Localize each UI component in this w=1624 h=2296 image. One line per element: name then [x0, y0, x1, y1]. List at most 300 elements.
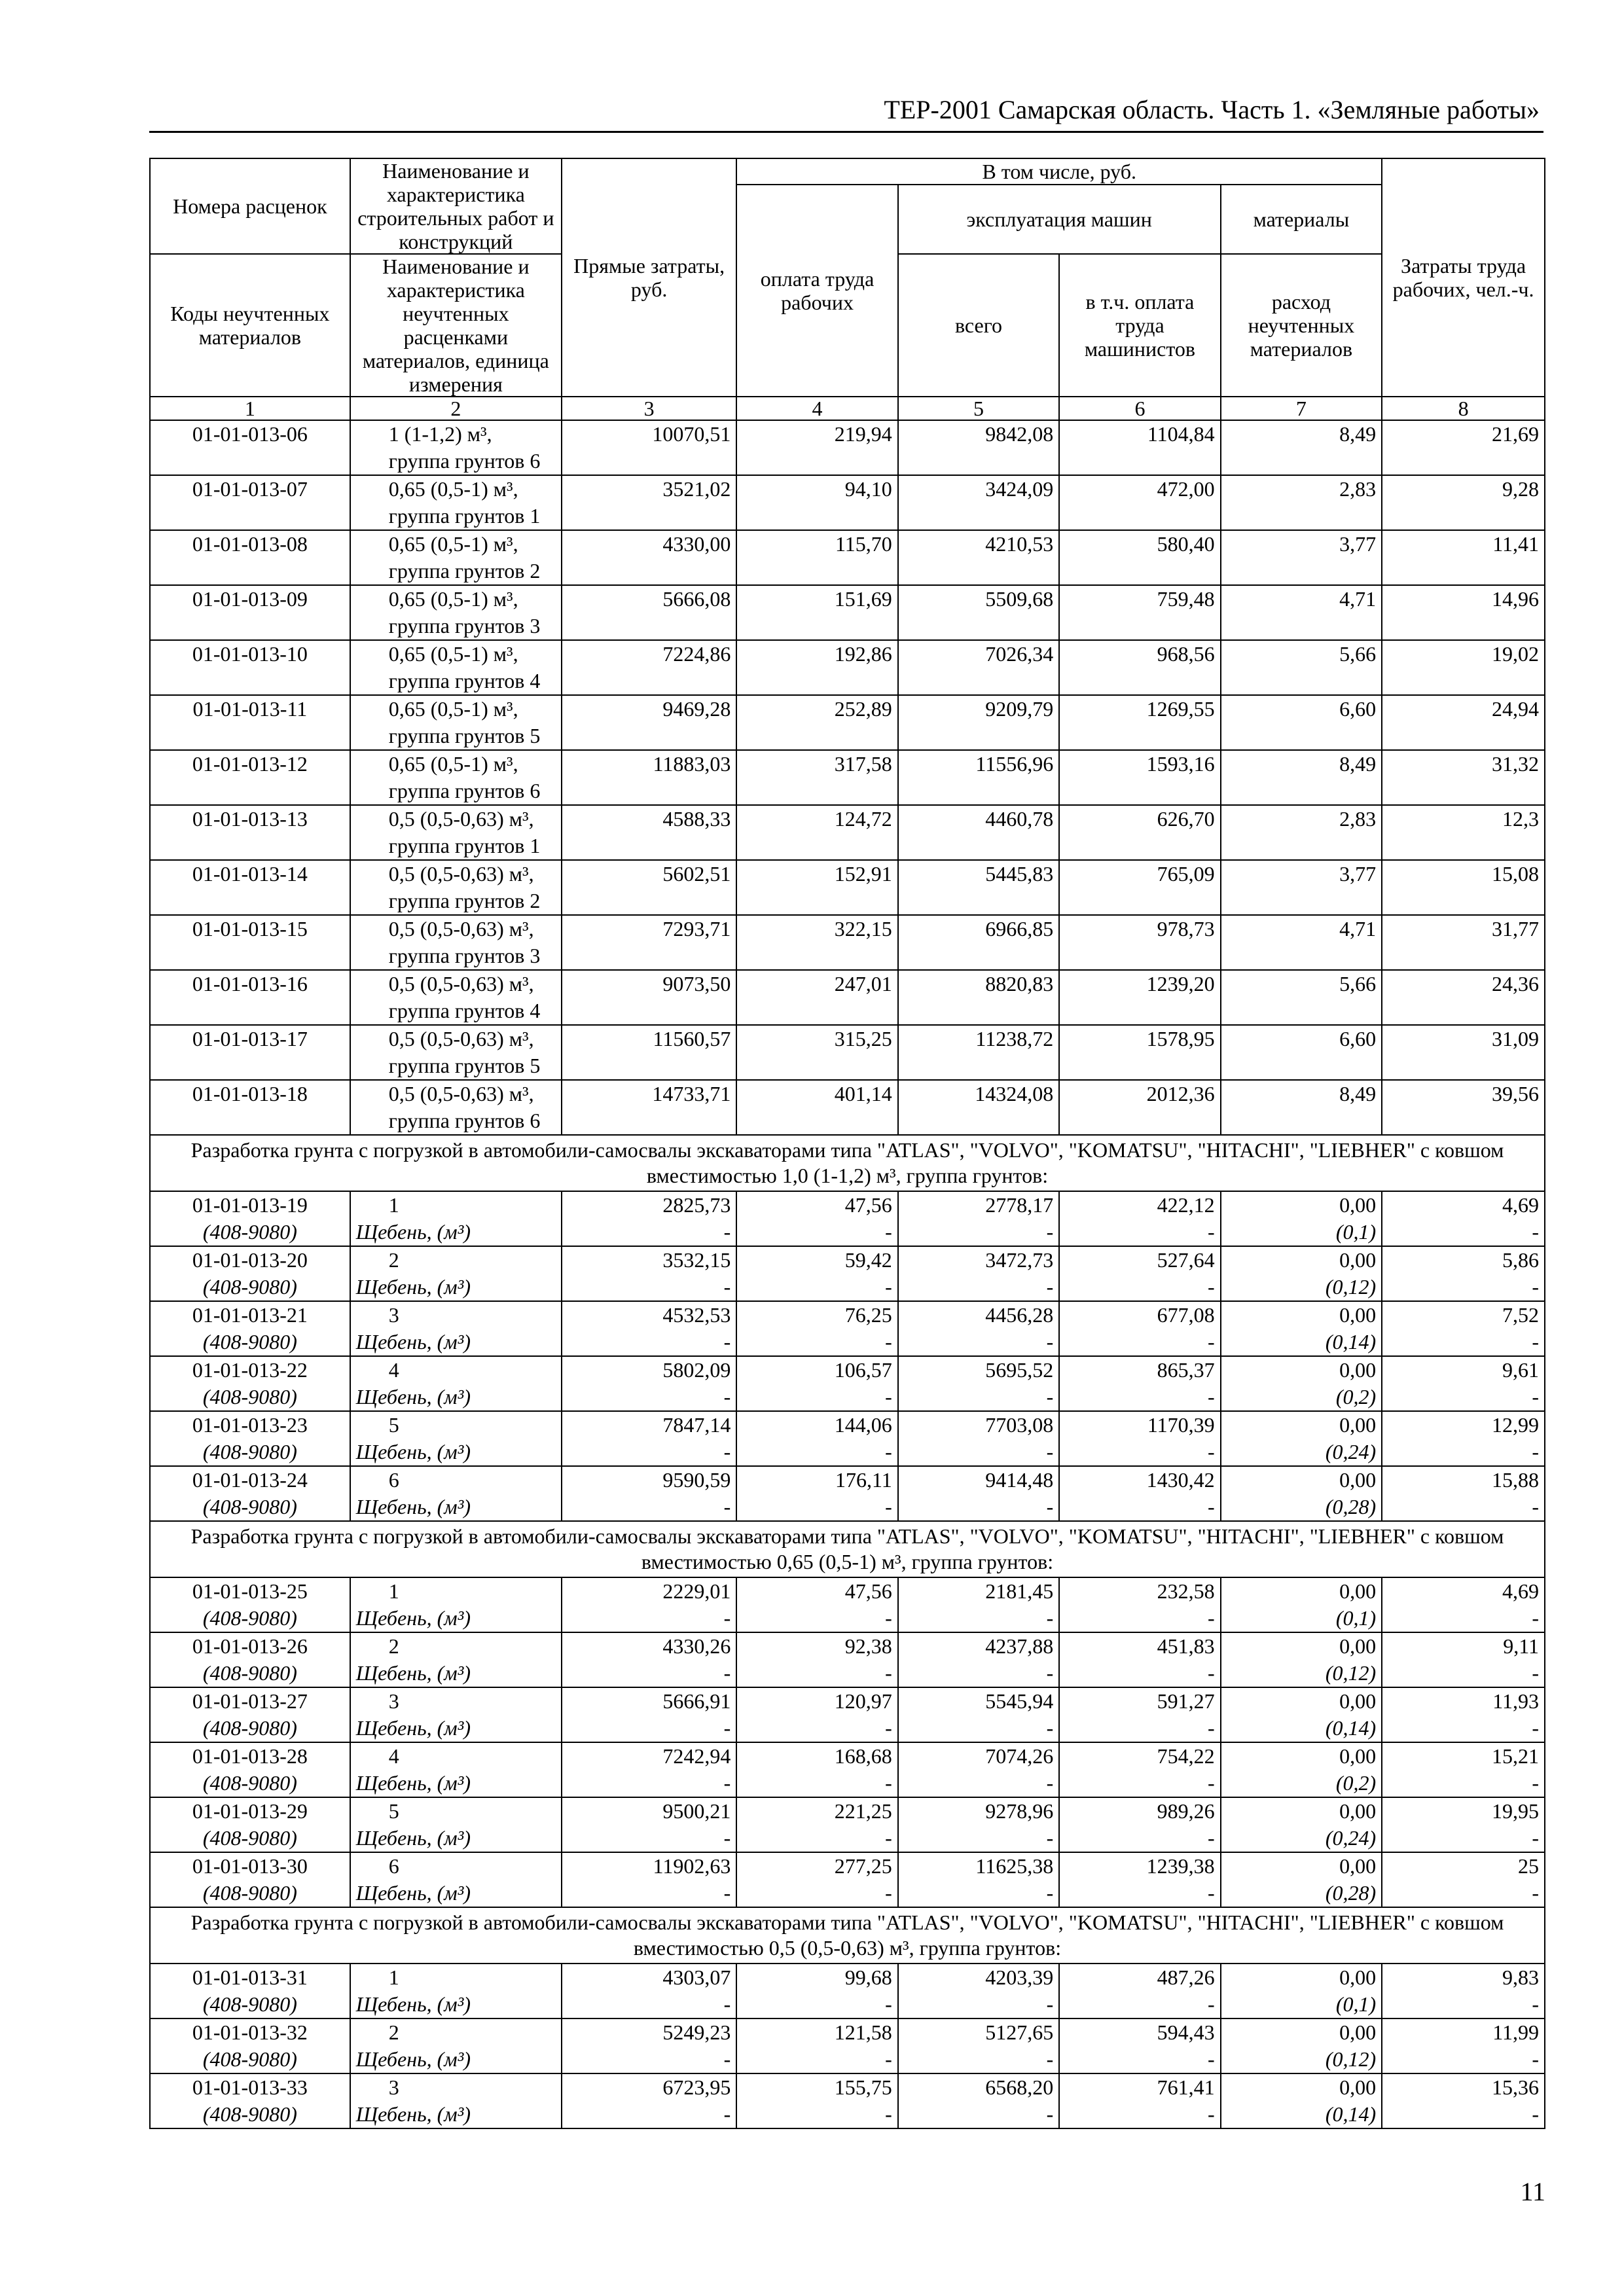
materials-consumption-sub: (0,1)	[1335, 1992, 1377, 2016]
operator-wages	[1059, 1411, 1220, 1466]
materials-consumption-main: 0,00	[1339, 1965, 1377, 1989]
direct-costs-main: 7847,14	[662, 1413, 731, 1437]
operator-wages-sub: -	[1208, 2102, 1215, 2126]
operator-wages-sub: -	[1208, 1661, 1215, 1685]
operator-wages	[1059, 2018, 1220, 2073]
machines-total	[898, 1356, 1059, 1411]
machines-total	[898, 1797, 1059, 1852]
material-name: Щебень, (м³)	[355, 1826, 471, 1850]
operator-wages	[1059, 1246, 1220, 1301]
materials-consumption-main: 0,00	[1339, 1579, 1377, 1603]
machines-total: 4460,78	[898, 805, 1059, 860]
operator-wages: 1269,55	[1059, 695, 1220, 750]
rate-code: 01-01-013-18	[150, 1080, 350, 1135]
rate-name-text: 0,65 (0,5-1) м³, группа грунтов 3	[388, 587, 541, 637]
labor-hours-sub: -	[1532, 1661, 1539, 1685]
rate-name-main: 4	[388, 1358, 399, 1382]
labor-hours-sub: -	[1532, 1495, 1539, 1518]
operator-wages-main: 487,26	[1157, 1965, 1215, 1989]
labor-hours	[1382, 1301, 1545, 1356]
materials-consumption-main: 0,00	[1339, 1799, 1377, 1823]
table-row	[150, 970, 1545, 1025]
worker-wages	[736, 1356, 897, 1411]
table-row	[150, 1411, 1545, 1466]
labor-hours-main: 15,36	[1492, 2075, 1539, 2099]
head-labor-hours: Затраты труда рабочих, чел.-ч.	[1382, 158, 1545, 397]
rate-code	[150, 1797, 350, 1852]
rate-name	[350, 1964, 562, 2018]
operator-wages-sub: -	[1208, 1771, 1215, 1795]
labor-hours	[1382, 2073, 1545, 2128]
rate-code-sub: (408-9080)	[202, 1826, 297, 1850]
materials-consumption-sub: (0,12)	[1325, 1275, 1377, 1299]
rate-code: 01-01-013-13	[150, 805, 350, 860]
worker-wages	[736, 1411, 897, 1466]
materials-consumption-main: 0,00	[1339, 1854, 1377, 1878]
worker-wages-main: 168,68	[834, 1744, 892, 1768]
material-name: Щебень, (м³)	[355, 1275, 471, 1299]
operator-wages	[1059, 1797, 1220, 1852]
worker-wages-sub: -	[885, 1606, 892, 1630]
rate-code	[150, 1742, 350, 1797]
materials-consumption-main: 0,00	[1339, 2075, 1377, 2099]
labor-hours: 15,08	[1382, 860, 1545, 915]
rate-name	[350, 1852, 562, 1907]
operator-wages: 626,70	[1059, 805, 1220, 860]
rate-name-main: 6	[388, 1854, 399, 1878]
labor-hours: 39,56	[1382, 1080, 1545, 1135]
rate-code-main: 01-01-013-23	[192, 1413, 308, 1437]
operator-wages: 1593,16	[1059, 750, 1220, 805]
operator-wages: 759,48	[1059, 585, 1220, 640]
worker-wages-sub: -	[885, 2047, 892, 2071]
labor-hours-sub: -	[1532, 2102, 1539, 2126]
rate-name	[350, 2018, 562, 2073]
worker-wages: 192,86	[736, 640, 897, 695]
operator-wages-sub: -	[1208, 1606, 1215, 1630]
labor-hours-main: 4,69	[1502, 1579, 1539, 1603]
worker-wages-main: 120,97	[834, 1689, 892, 1713]
direct-costs: 9469,28	[562, 695, 736, 750]
worker-wages	[736, 1632, 897, 1687]
labor-hours: 11,41	[1382, 530, 1545, 585]
labor-hours	[1382, 1797, 1545, 1852]
rate-code	[150, 1687, 350, 1742]
direct-costs-main: 4532,53	[662, 1303, 731, 1327]
direct-costs: 7293,71	[562, 915, 736, 970]
rate-name-text: 0,65 (0,5-1) м³, группа грунтов 6	[388, 752, 541, 802]
header-title: ТЕР-2001 Самарская область. Часть 1. «Земляные работы»	[884, 95, 1540, 124]
material-name: Щебень, (м³)	[355, 1661, 471, 1685]
labor-hours	[1382, 1964, 1545, 2018]
direct-costs	[562, 1632, 736, 1687]
table-row	[150, 1964, 1545, 2018]
machines-total-main: 5127,65	[985, 2020, 1054, 2044]
direct-costs: 7224,86	[562, 640, 736, 695]
machines-total	[898, 2073, 1059, 2128]
rate-name	[350, 750, 562, 805]
operator-wages: 472,00	[1059, 475, 1220, 530]
operator-wages-main: 989,26	[1157, 1799, 1215, 1823]
materials-consumption-sub: (0,2)	[1335, 1771, 1377, 1795]
rate-name	[350, 585, 562, 640]
table-row	[150, 2018, 1545, 2073]
materials-consumption	[1221, 1411, 1382, 1466]
machines-total: 9842,08	[898, 420, 1059, 475]
machines-total	[898, 1191, 1059, 1246]
machines-total-main: 3472,73	[985, 1248, 1054, 1272]
worker-wages	[736, 1466, 897, 1521]
rate-code-main: 01-01-013-20	[192, 1248, 308, 1272]
materials-consumption-sub: (0,24)	[1325, 1440, 1377, 1463]
machines-total	[898, 1687, 1059, 1742]
rate-name-main: 2	[388, 2020, 399, 2044]
labor-hours-sub: -	[1532, 1606, 1539, 1630]
labor-hours	[1382, 1466, 1545, 1521]
direct-costs-main: 5802,09	[662, 1358, 731, 1382]
table-body	[150, 420, 1545, 2128]
materials-consumption	[1221, 1301, 1382, 1356]
rate-code	[150, 1246, 350, 1301]
section-heading: Разработка грунта с погрузкой в автомобили-самосвалы экскаваторами типа "ATLAS", "VOLVO", "KOMATSU", "HITACHI", "LIEBHER" с ковшом вместимостью 0,65 (0,5-1) м³, группа грунтов:	[150, 1521, 1545, 1577]
labor-hours: 19,02	[1382, 640, 1545, 695]
worker-wages: 252,89	[736, 695, 897, 750]
machines-total-main: 9278,96	[985, 1799, 1054, 1823]
worker-wages-sub: -	[885, 1385, 892, 1408]
machines-total-sub: -	[1046, 1385, 1054, 1408]
rate-name	[350, 1411, 562, 1466]
machines-total-sub: -	[1046, 1330, 1054, 1354]
rate-code	[150, 1964, 350, 2018]
rate-name	[350, 1466, 562, 1521]
machines-total-main: 4456,28	[985, 1303, 1054, 1327]
rate-code-sub: (408-9080)	[202, 1385, 297, 1408]
material-name: Щебень, (м³)	[355, 1992, 471, 2016]
rate-name-main: 6	[388, 1468, 399, 1492]
direct-costs	[562, 1964, 736, 2018]
rate-name-main: 3	[388, 2075, 399, 2099]
section-heading-row	[150, 1521, 1545, 1577]
table-head	[150, 158, 1545, 420]
direct-costs-sub: -	[723, 1330, 731, 1354]
material-name: Щебень, (м³)	[355, 1330, 471, 1354]
rate-name	[350, 1301, 562, 1356]
worker-wages-main: 47,56	[844, 1579, 892, 1603]
labor-hours-main: 15,21	[1492, 1744, 1539, 1768]
rate-code-sub: (408-9080)	[202, 1771, 297, 1795]
materials-consumption-main: 0,00	[1339, 1468, 1377, 1492]
table-row	[150, 1687, 1545, 1742]
worker-wages: 115,70	[736, 530, 897, 585]
head-operator-wages: в т.ч. оплата труда машинистов	[1059, 254, 1220, 397]
materials-consumption-sub: (0,28)	[1325, 1495, 1377, 1518]
machines-total-main: 2778,17	[985, 1193, 1054, 1217]
labor-hours-sub: -	[1532, 1826, 1539, 1850]
rate-name-main: 4	[388, 1744, 399, 1768]
rate-name-text: 0,5 (0,5-0,63) м³, группа грунтов 4	[388, 972, 541, 1022]
direct-costs-sub: -	[723, 1220, 731, 1244]
worker-wages-main: 99,68	[844, 1965, 892, 1989]
machines-total-sub: -	[1046, 1881, 1054, 1905]
operator-wages-main: 527,64	[1157, 1248, 1215, 1272]
worker-wages-sub: -	[885, 1495, 892, 1518]
material-name: Щебень, (м³)	[355, 1716, 471, 1740]
worker-wages	[736, 2018, 897, 2073]
rate-code	[150, 1356, 350, 1411]
material-name: Щебень, (м³)	[355, 2102, 471, 2126]
materials-consumption	[1221, 1632, 1382, 1687]
labor-hours	[1382, 1577, 1545, 1632]
direct-costs-main: 9500,21	[662, 1799, 731, 1823]
operator-wages: 2012,36	[1059, 1080, 1220, 1135]
materials-consumption-main: 0,00	[1339, 1193, 1377, 1217]
materials-consumption: 4,71	[1221, 585, 1382, 640]
rate-code: 01-01-013-12	[150, 750, 350, 805]
material-name: Щебень, (м³)	[355, 1606, 471, 1630]
worker-wages-sub: -	[885, 2102, 892, 2126]
rate-code-sub: (408-9080)	[202, 2047, 297, 2071]
table-row	[150, 475, 1545, 530]
materials-consumption-sub: (0,12)	[1325, 2047, 1377, 2071]
head-machine-operation: эксплуатация машин	[898, 185, 1221, 254]
labor-hours: 12,3	[1382, 805, 1545, 860]
operator-wages-main: 761,41	[1157, 2075, 1215, 2099]
labor-hours-main: 15,88	[1492, 1468, 1539, 1492]
labor-hours-sub: -	[1532, 1881, 1539, 1905]
materials-consumption	[1221, 1191, 1382, 1246]
labor-hours-main: 9,11	[1503, 1634, 1539, 1658]
direct-costs-main: 5666,91	[662, 1689, 731, 1713]
materials-consumption: 8,49	[1221, 420, 1382, 475]
machines-total-main: 7074,26	[985, 1744, 1054, 1768]
operator-wages-sub: -	[1208, 1330, 1215, 1354]
rate-name	[350, 1246, 562, 1301]
direct-costs	[562, 1191, 736, 1246]
direct-costs	[562, 1246, 736, 1301]
table-row	[150, 1852, 1545, 1907]
rate-name-main: 2	[388, 1634, 399, 1658]
rate-code-sub: (408-9080)	[202, 1330, 297, 1354]
direct-costs	[562, 2018, 736, 2073]
machines-total-main: 5545,94	[985, 1689, 1054, 1713]
rate-code: 01-01-013-06	[150, 420, 350, 475]
head-rate-numbers: Номера расценок	[150, 158, 350, 254]
labor-hours: 31,09	[1382, 1025, 1545, 1080]
table-row	[150, 915, 1545, 970]
head-including: В том числе, руб.	[736, 158, 1382, 185]
direct-costs: 9073,50	[562, 970, 736, 1025]
machines-total-main: 2181,45	[985, 1579, 1054, 1603]
rate-code	[150, 1466, 350, 1521]
labor-hours-sub: -	[1532, 1275, 1539, 1299]
worker-wages-main: 106,57	[834, 1358, 892, 1382]
materials-consumption-sub: (0,14)	[1325, 2102, 1377, 2126]
machines-total-main: 5695,52	[985, 1358, 1054, 1382]
operator-wages-main: 865,37	[1157, 1358, 1215, 1382]
materials-consumption: 5,66	[1221, 970, 1382, 1025]
worker-wages-main: 176,11	[835, 1468, 892, 1492]
rate-name	[350, 1080, 562, 1135]
operator-wages-main: 1430,42	[1146, 1468, 1215, 1492]
operator-wages: 968,56	[1059, 640, 1220, 695]
rate-code-sub: (408-9080)	[202, 1661, 297, 1685]
machines-total-sub: -	[1046, 1440, 1054, 1463]
direct-costs-main: 3532,15	[662, 1248, 731, 1272]
machines-total-main: 11625,38	[975, 1854, 1054, 1878]
rate-name-main: 3	[388, 1689, 399, 1713]
rate-name	[350, 475, 562, 530]
direct-costs-main: 6723,95	[662, 2075, 731, 2099]
rate-name	[350, 640, 562, 695]
machines-total-sub: -	[1046, 1771, 1054, 1795]
table-row	[150, 530, 1545, 585]
rate-code-sub: (408-9080)	[202, 1881, 297, 1905]
materials-consumption	[1221, 1742, 1382, 1797]
labor-hours-main: 9,61	[1502, 1358, 1539, 1382]
materials-consumption-sub: (0,1)	[1335, 1220, 1377, 1244]
operator-wages-sub: -	[1208, 1716, 1215, 1740]
rate-name	[350, 1687, 562, 1742]
col-number: 1	[150, 397, 350, 420]
table-row	[150, 1577, 1545, 1632]
machines-total	[898, 1964, 1059, 2018]
materials-consumption: 6,60	[1221, 695, 1382, 750]
rate-code-main: 01-01-013-30	[192, 1854, 308, 1878]
operator-wages	[1059, 1852, 1220, 1907]
direct-costs-sub: -	[723, 1385, 731, 1408]
rate-code-main: 01-01-013-22	[192, 1358, 308, 1382]
worker-wages-main: 221,25	[834, 1799, 892, 1823]
labor-hours	[1382, 1632, 1545, 1687]
materials-consumption: 3,77	[1221, 860, 1382, 915]
materials-consumption	[1221, 2073, 1382, 2128]
machines-total: 9209,79	[898, 695, 1059, 750]
rate-code-sub: (408-9080)	[202, 1495, 297, 1518]
worker-wages-main: 277,25	[834, 1854, 892, 1878]
direct-costs-sub: -	[723, 1606, 731, 1630]
head-machines-total: всего	[898, 254, 1059, 397]
operator-wages-main: 591,27	[1157, 1689, 1215, 1713]
materials-consumption: 3,77	[1221, 530, 1382, 585]
table-row	[150, 1301, 1545, 1356]
labor-hours: 14,96	[1382, 585, 1545, 640]
operator-wages: 765,09	[1059, 860, 1220, 915]
direct-costs	[562, 1687, 736, 1742]
rate-name	[350, 1025, 562, 1080]
head-material-consumption: расход неучтенных материалов	[1221, 254, 1382, 397]
operator-wages	[1059, 1632, 1220, 1687]
worker-wages-sub: -	[885, 1661, 892, 1685]
direct-costs-sub: -	[723, 1275, 731, 1299]
rate-name-main: 5	[388, 1799, 399, 1823]
direct-costs-sub: -	[723, 1440, 731, 1463]
operator-wages-main: 677,08	[1157, 1303, 1215, 1327]
materials-consumption: 8,49	[1221, 750, 1382, 805]
machines-total-sub: -	[1046, 2102, 1054, 2126]
rate-name	[350, 860, 562, 915]
machines-total-sub: -	[1046, 1661, 1054, 1685]
worker-wages: 247,01	[736, 970, 897, 1025]
machines-total-sub: -	[1046, 1220, 1054, 1244]
direct-costs: 4588,33	[562, 805, 736, 860]
direct-costs: 14733,71	[562, 1080, 736, 1135]
worker-wages-sub: -	[885, 1440, 892, 1463]
labor-hours-main: 4,69	[1502, 1193, 1539, 1217]
operator-wages-sub: -	[1208, 1992, 1215, 2016]
machines-total-sub: -	[1046, 1606, 1054, 1630]
head-work-name: Наименование и характеристика строительных работ и конструкций	[350, 158, 562, 254]
rates-table	[149, 158, 1545, 2129]
direct-costs-sub: -	[723, 1826, 731, 1850]
rate-name	[350, 530, 562, 585]
direct-costs	[562, 1797, 736, 1852]
materials-consumption: 2,83	[1221, 475, 1382, 530]
worker-wages: 317,58	[736, 750, 897, 805]
operator-wages-sub: -	[1208, 1385, 1215, 1408]
worker-wages: 219,94	[736, 420, 897, 475]
worker-wages: 322,15	[736, 915, 897, 970]
section-heading: Разработка грунта с погрузкой в автомобили-самосвалы экскаваторами типа "ATLAS", "VOLVO", "KOMATSU", "HITACHI", "LIEBHER" с ковшом вместимостью 1,0 (1-1,2) м³, группа грунтов:	[150, 1135, 1545, 1191]
rate-code-sub: (408-9080)	[202, 1992, 297, 2016]
materials-consumption-sub: (0,24)	[1325, 1826, 1377, 1850]
direct-costs: 11883,03	[562, 750, 736, 805]
labor-hours: 21,69	[1382, 420, 1545, 475]
material-name: Щебень, (м³)	[355, 1220, 471, 1244]
worker-wages	[736, 1577, 897, 1632]
machines-total: 8820,83	[898, 970, 1059, 1025]
rate-code: 01-01-013-17	[150, 1025, 350, 1080]
machines-total: 3424,09	[898, 475, 1059, 530]
machines-total: 5509,68	[898, 585, 1059, 640]
machines-total	[898, 1577, 1059, 1632]
rate-name	[350, 915, 562, 970]
rate-name-main: 1	[388, 1965, 399, 1989]
table-row	[150, 695, 1545, 750]
rate-name-text: 0,65 (0,5-1) м³, группа грунтов 5	[388, 697, 541, 747]
operator-wages-main: 754,22	[1157, 1744, 1215, 1768]
rate-code-main: 01-01-013-26	[192, 1634, 308, 1658]
worker-wages-main: 76,25	[844, 1303, 892, 1327]
direct-costs: 11560,57	[562, 1025, 736, 1080]
materials-consumption-sub: (0,14)	[1325, 1330, 1377, 1354]
col-number: 6	[1059, 397, 1220, 420]
labor-hours	[1382, 2018, 1545, 2073]
direct-costs	[562, 1411, 736, 1466]
direct-costs	[562, 1742, 736, 1797]
worker-wages	[736, 1191, 897, 1246]
direct-costs-sub: -	[723, 1716, 731, 1740]
head-direct-costs: Прямые затраты, руб.	[562, 158, 736, 397]
labor-hours-main: 5,86	[1502, 1248, 1539, 1272]
direct-costs-sub: -	[723, 1771, 731, 1795]
table-row	[150, 860, 1545, 915]
rate-name-text: 0,5 (0,5-0,63) м³, группа грунтов 2	[388, 862, 541, 912]
worker-wages-sub: -	[885, 1881, 892, 1905]
rate-code-sub: (408-9080)	[202, 1220, 297, 1244]
labor-hours-sub: -	[1532, 1771, 1539, 1795]
operator-wages: 1239,20	[1059, 970, 1220, 1025]
rate-code-main: 01-01-013-31	[192, 1965, 308, 1989]
rate-code	[150, 1411, 350, 1466]
worker-wages-main: 92,38	[844, 1634, 892, 1658]
materials-consumption	[1221, 1466, 1382, 1521]
worker-wages-sub: -	[885, 1330, 892, 1354]
materials-consumption	[1221, 1852, 1382, 1907]
operator-wages-main: 1239,38	[1146, 1854, 1215, 1878]
rate-code-sub: (408-9080)	[202, 2102, 297, 2126]
worker-wages: 401,14	[736, 1080, 897, 1135]
rate-name	[350, 1742, 562, 1797]
